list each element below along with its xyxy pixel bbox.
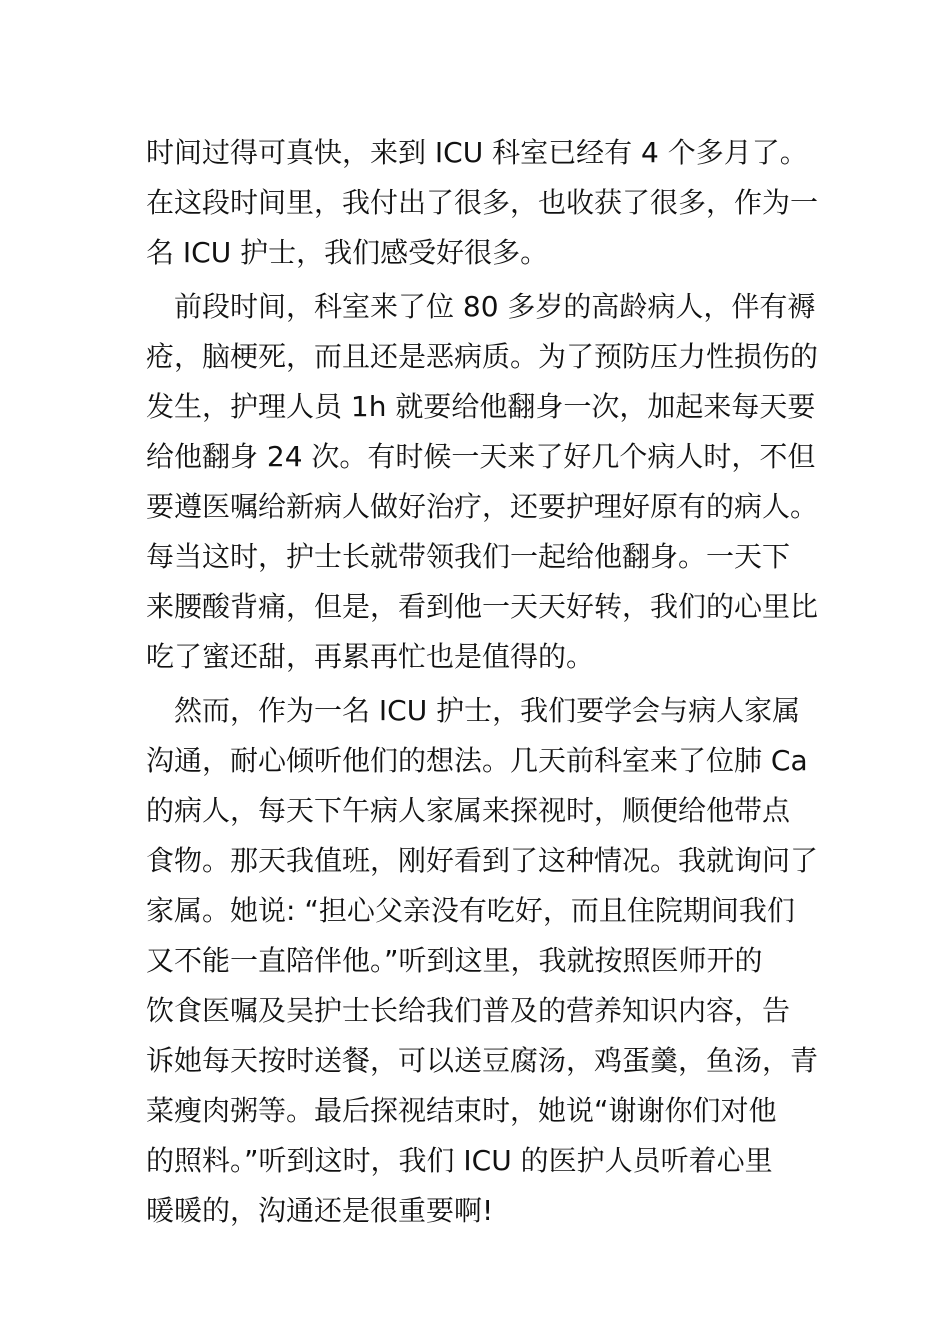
text-line: 然而，作为一名 ICU 护士，我们要学会与病人家属: [146, 694, 801, 727]
text-line: 又不能一直陪伴他。”听到这里，我就按照医师开的: [146, 944, 763, 977]
text-line: 在这段时间里，我付出了很多，也收获了很多，作为一: [146, 186, 819, 219]
text-line: 沟通，耐心倾听他们的想法。几天前科室来了位肺 Ca: [146, 744, 808, 777]
body-text: [146, 128, 826, 1236]
text-line: 每当这时，护士长就带领我们一起给他翻身。一天下: [146, 540, 791, 573]
text-line: 来腰酸背痛，但是，看到他一天天好转，我们的心里比: [146, 590, 819, 623]
text-line: 名 ICU 护士，我们感受好很多。: [146, 236, 549, 269]
text-line: 时间过得可真快，来到 ICU 科室已经有 4 个多月了。: [146, 136, 808, 169]
text-line: 给他翻身 24 次。有时候一天来了好几个病人时，不但: [146, 440, 816, 473]
text-line: 食物。那天我值班，刚好看到了这种情况。我就询问了: [146, 844, 819, 877]
text-line: 发生，护理人员 1h 就要给他翻身一次，加起来每天要: [146, 390, 816, 423]
paragraph-1: [146, 128, 826, 278]
text-line: 的病人，每天下午病人家属来探视时，顺便给他带点: [146, 794, 791, 827]
text-line: 吃了蜜还甜，再累再忙也是值得的。: [146, 640, 595, 673]
text-line: 前段时间，科室来了位 80 多岁的高龄病人，伴有褥: [146, 290, 816, 323]
text-line: 疮，脑梗死，而且还是恶病质。为了预防压力性损伤的: [146, 340, 819, 373]
text-line: 诉她每天按时送餐，可以送豆腐汤，鸡蛋羹，鱼汤，青: [146, 1044, 819, 1077]
text-line: 菜瘦肉粥等。最后探视结束时，她说“谢谢你们对他: [146, 1094, 777, 1127]
text-line: 家属。她说: “担心父亲没有吃好，而且住院期间我们: [146, 894, 795, 927]
text-line: 饮食医嘱及吴护士长给我们普及的营养知识内容，告: [146, 994, 791, 1027]
text-line: 要遵医嘱给新病人做好治疗，还要护理好原有的病人。: [146, 490, 819, 523]
text-line: 的照料。”听到这时，我们 ICU 的医护人员听着心里: [146, 1144, 773, 1177]
paragraph-2: [146, 282, 826, 682]
paragraph-3: [146, 686, 826, 1236]
text-line: 暖暖的，沟通还是很重要啊!: [146, 1194, 494, 1227]
